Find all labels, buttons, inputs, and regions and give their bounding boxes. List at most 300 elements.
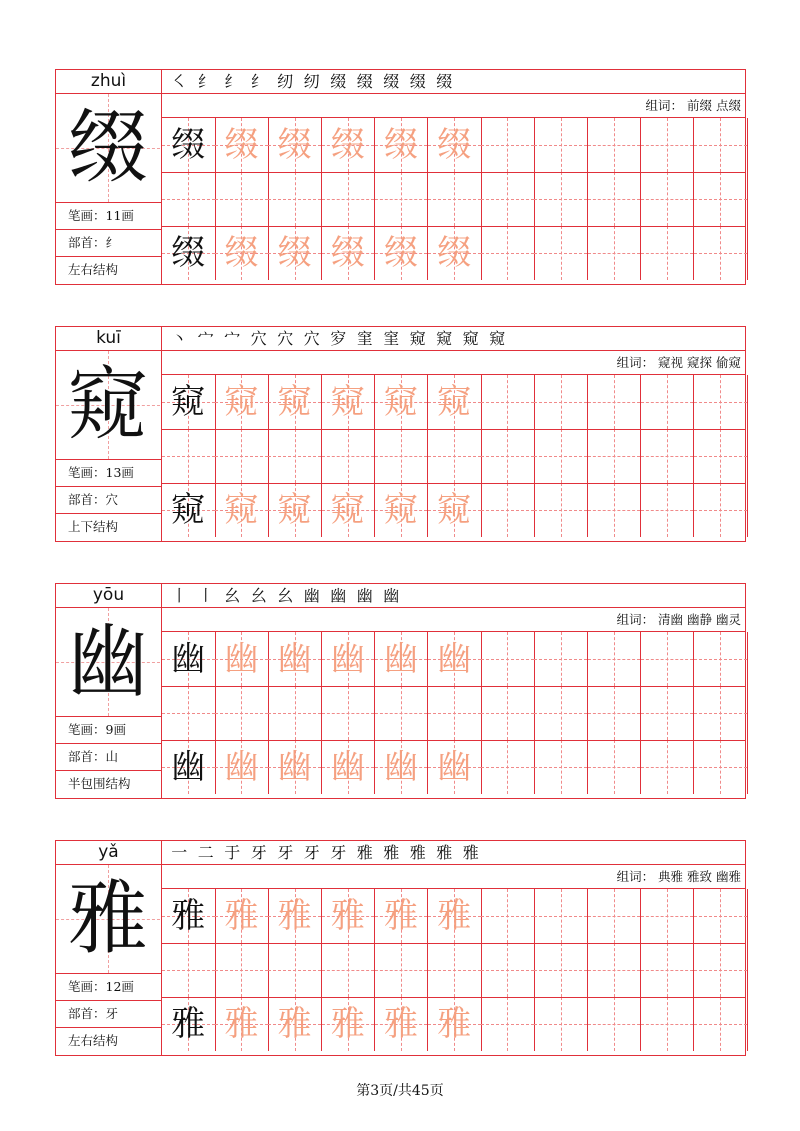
practice-cell[interactable] (268, 686, 322, 740)
stroke-step: 宀 (224, 329, 241, 348)
guide-line (401, 943, 402, 997)
guide-line (667, 632, 668, 686)
practice-cell[interactable] (322, 632, 376, 686)
stroke-count (56, 459, 161, 486)
stroke-step: 窐 (383, 329, 400, 348)
structure-label-text: 上下结构 (68, 519, 119, 534)
guide-line (454, 172, 455, 226)
stroke-order-row (162, 327, 745, 351)
practice-cell[interactable] (694, 632, 748, 686)
stroke-step: 幺 (250, 586, 267, 605)
stroke-step: 一 (171, 843, 188, 862)
practice-cell[interactable] (322, 686, 376, 740)
guide-line (667, 118, 668, 172)
practice-cell[interactable] (641, 943, 695, 997)
stroke-step: 二 (197, 843, 214, 862)
practice-cell[interactable] (534, 997, 588, 1051)
practice-cell[interactable] (588, 740, 642, 794)
stroke-step: 缀 (330, 72, 347, 91)
practice-cell[interactable] (428, 632, 482, 686)
practice-cell[interactable] (694, 889, 748, 943)
practice-cell[interactable] (322, 226, 376, 280)
practice-cell[interactable] (534, 943, 588, 997)
practice-cell[interactable] (534, 226, 588, 280)
practice-cell[interactable] (268, 375, 322, 429)
stroke-count (56, 716, 161, 743)
practice-cell[interactable] (322, 118, 376, 172)
structure-label-text: 左右结构 (68, 1033, 119, 1048)
model-character-box (56, 94, 160, 202)
practice-cell[interactable] (322, 375, 376, 429)
guide-line (720, 740, 721, 794)
guide-line (561, 740, 562, 794)
model-character: 幽 (68, 615, 148, 708)
stroke-step: 雅 (462, 843, 479, 862)
practice-cell[interactable] (375, 632, 429, 686)
practice-cell[interactable] (641, 118, 695, 172)
stroke-step: 窥 (462, 329, 479, 348)
practice-cell[interactable] (162, 375, 216, 429)
guide-line (241, 943, 242, 997)
practice-cell[interactable] (268, 943, 322, 997)
model-character-box (56, 865, 160, 973)
practice-cell[interactable] (588, 375, 642, 429)
trace-character: 缀 (277, 233, 312, 273)
practice-cell[interactable] (534, 375, 588, 429)
guide-line (241, 686, 242, 740)
practice-cell[interactable] (641, 997, 695, 1051)
practice-cell[interactable] (588, 632, 642, 686)
practice-cell[interactable] (268, 632, 322, 686)
trace-character: 雅 (330, 1004, 365, 1044)
row-divider (162, 740, 745, 741)
practice-cell[interactable] (375, 172, 429, 226)
practice-cell[interactable] (534, 632, 588, 686)
practice-row (162, 483, 745, 537)
radical-label (56, 486, 161, 513)
guide-line (720, 483, 721, 537)
character-info-column (56, 327, 162, 541)
practice-cell[interactable] (268, 226, 322, 280)
stroke-step: 幽 (330, 586, 347, 605)
trace-character: 窥 (277, 490, 312, 530)
practice-cell[interactable] (694, 429, 748, 483)
practice-cell[interactable] (428, 375, 482, 429)
trace-character: 幽 (224, 639, 259, 679)
stroke-step: 幺 (277, 586, 294, 605)
stroke-step: 纟 (224, 72, 241, 91)
trace-character: 窥 (277, 382, 312, 422)
model-character: 窥 (68, 358, 148, 451)
trace-character: 窥 (330, 490, 365, 530)
practice-cell[interactable] (375, 943, 429, 997)
guide-line (667, 889, 668, 943)
practice-cell[interactable] (215, 632, 269, 686)
trace-character: 幽 (384, 747, 419, 787)
guide-line (614, 686, 615, 740)
practice-cell[interactable] (481, 483, 535, 537)
guide-line (295, 172, 296, 226)
practice-cell[interactable] (641, 429, 695, 483)
practice-cell[interactable] (694, 375, 748, 429)
practice-cell[interactable] (268, 483, 322, 537)
practice-cell[interactable] (534, 740, 588, 794)
practice-cell[interactable] (694, 118, 748, 172)
practice-cell[interactable] (428, 118, 482, 172)
trace-character: 缀 (224, 125, 259, 165)
practice-cell[interactable] (322, 889, 376, 943)
practice-cell[interactable] (481, 686, 535, 740)
character-info-column (56, 584, 162, 798)
trace-character: 幽 (277, 639, 312, 679)
practice-cell[interactable] (215, 226, 269, 280)
stroke-step: 丶 (171, 329, 188, 348)
stroke-step: 宀 (197, 329, 214, 348)
practice-cell[interactable] (588, 686, 642, 740)
practice-cell[interactable] (375, 375, 429, 429)
practice-cell[interactable] (694, 226, 748, 280)
trace-character: 幽 (224, 747, 259, 787)
radical-label-text: 部首：山 (68, 749, 119, 764)
guide-line (614, 226, 615, 280)
guide-line (561, 375, 562, 429)
practice-cell[interactable] (375, 226, 429, 280)
practice-cell[interactable] (162, 226, 216, 280)
practice-cell[interactable] (588, 118, 642, 172)
word-examples: 组词： 典雅 雅致 幽雅 (162, 865, 745, 889)
practice-cell[interactable] (428, 740, 482, 794)
guide-line (614, 118, 615, 172)
practice-cell[interactable] (534, 429, 588, 483)
practice-cell[interactable] (268, 889, 322, 943)
practice-cell[interactable] (162, 740, 216, 794)
trace-character: 雅 (277, 896, 312, 936)
guide-line (720, 172, 721, 226)
practice-cell[interactable] (641, 375, 695, 429)
stroke-step: 幽 (356, 586, 373, 605)
practice-cell[interactable] (215, 997, 269, 1051)
practice-row (162, 997, 745, 1051)
guide-line (507, 118, 508, 172)
practice-row (162, 226, 745, 280)
stroke-count-text: 笔画：12画 (68, 979, 134, 994)
stroke-step: 于 (224, 843, 241, 862)
row-divider (162, 226, 745, 227)
practice-cell[interactable] (481, 226, 535, 280)
stroke-step: 纫 (303, 72, 320, 91)
practice-cell[interactable] (215, 686, 269, 740)
guide-line (667, 375, 668, 429)
guide-line (507, 429, 508, 483)
guide-line (507, 740, 508, 794)
row-divider (162, 483, 745, 484)
page-footer: 第3页/共45页 (356, 1083, 444, 1099)
guide-line (295, 686, 296, 740)
practice-cell[interactable] (375, 429, 429, 483)
radical-label-text: 部首：牙 (68, 1006, 119, 1021)
guide-line (561, 118, 562, 172)
word-examples: 组词： 清幽 幽静 幽灵 (162, 608, 745, 632)
trace-character: 缀 (384, 233, 419, 273)
stroke-step: 纟 (197, 72, 214, 91)
trace-character: 缀 (330, 233, 365, 273)
practice-cell[interactable] (162, 429, 216, 483)
guide-line (614, 483, 615, 537)
practice-cell[interactable] (215, 740, 269, 794)
practice-cell[interactable] (428, 172, 482, 226)
practice-cell[interactable] (534, 172, 588, 226)
practice-cell[interactable] (268, 997, 322, 1051)
practice-cell[interactable] (215, 483, 269, 537)
practice-cell[interactable] (694, 997, 748, 1051)
guide-line (561, 997, 562, 1051)
practice-cell[interactable] (694, 740, 748, 794)
stroke-step: 缀 (436, 72, 453, 91)
stroke-order-row (162, 841, 745, 865)
trace-character: 雅 (224, 896, 259, 936)
pinyin-label: yǎ (56, 841, 161, 865)
practice-cell[interactable] (375, 483, 429, 537)
practice-cell[interactable] (215, 375, 269, 429)
practice-cell[interactable] (162, 943, 216, 997)
practice-cell[interactable] (588, 889, 642, 943)
trace-character: 幽 (384, 639, 419, 679)
practice-cell[interactable] (215, 889, 269, 943)
practice-cell[interactable] (534, 483, 588, 537)
practice-cell[interactable] (481, 429, 535, 483)
practice-cell[interactable] (534, 889, 588, 943)
stroke-step: 牙 (303, 843, 320, 862)
guide-line (667, 943, 668, 997)
practice-cell[interactable] (375, 118, 429, 172)
structure-label (56, 513, 161, 540)
trace-character: 缀 (330, 125, 365, 165)
guide-line (507, 632, 508, 686)
character-card (55, 69, 746, 285)
guide-line (614, 943, 615, 997)
practice-cell[interactable] (162, 118, 216, 172)
practice-row (162, 889, 745, 943)
practice-cell[interactable] (162, 632, 216, 686)
practice-cell[interactable] (162, 686, 216, 740)
practice-cell[interactable] (481, 889, 535, 943)
practice-cell[interactable] (641, 483, 695, 537)
guide-line (667, 740, 668, 794)
practice-cell[interactable] (641, 740, 695, 794)
radical-label (56, 743, 161, 770)
guide-line (507, 483, 508, 537)
blank-practice-row (162, 686, 745, 740)
guide-line (561, 172, 562, 226)
practice-row (162, 740, 745, 794)
structure-label (56, 1027, 161, 1054)
practice-cell[interactable] (162, 483, 216, 537)
trace-character: 雅 (330, 896, 365, 936)
stroke-count (56, 973, 161, 1000)
practice-cell[interactable] (268, 172, 322, 226)
practice-cell[interactable] (481, 375, 535, 429)
guide-line (561, 226, 562, 280)
blank-practice-row (162, 429, 745, 483)
practice-cell[interactable] (322, 943, 376, 997)
guide-line (667, 686, 668, 740)
practice-cell[interactable] (322, 172, 376, 226)
stroke-step: 牙 (250, 843, 267, 862)
practice-cell[interactable] (428, 226, 482, 280)
guide-line (188, 429, 189, 483)
practice-cell[interactable] (375, 997, 429, 1051)
pinyin-label: kuī (56, 327, 161, 351)
structure-label (56, 770, 161, 797)
guide-line (667, 483, 668, 537)
practice-row (162, 118, 745, 172)
practice-cell[interactable] (641, 686, 695, 740)
guide-line (188, 686, 189, 740)
trace-character: 缀 (384, 125, 419, 165)
practice-cell[interactable] (641, 226, 695, 280)
trace-character: 雅 (277, 1004, 312, 1044)
guide-line (454, 943, 455, 997)
practice-cell[interactable] (588, 483, 642, 537)
practice-cell[interactable] (481, 172, 535, 226)
practice-cell[interactable] (694, 943, 748, 997)
guide-line (348, 172, 349, 226)
practice-cell[interactable] (428, 483, 482, 537)
practice-cell[interactable] (268, 429, 322, 483)
practice-cell[interactable] (588, 226, 642, 280)
stroke-step: 幽 (303, 586, 320, 605)
practice-cell[interactable] (322, 740, 376, 794)
trace-character: 缀 (277, 125, 312, 165)
practice-cell[interactable] (694, 172, 748, 226)
practice-cell[interactable] (375, 740, 429, 794)
structure-label-text: 左右结构 (68, 262, 119, 277)
practice-cell[interactable] (322, 429, 376, 483)
practice-cell[interactable] (588, 429, 642, 483)
practice-cell[interactable] (481, 740, 535, 794)
model-character-box (56, 351, 160, 459)
guide-line (720, 889, 721, 943)
practice-cell[interactable] (588, 943, 642, 997)
character-card (55, 326, 746, 542)
guide-line (348, 429, 349, 483)
practice-cell[interactable] (428, 997, 482, 1051)
practice-cell[interactable] (588, 997, 642, 1051)
practice-cell[interactable] (481, 943, 535, 997)
trace-character: 幽 (277, 747, 312, 787)
practice-cell[interactable] (268, 740, 322, 794)
practice-cell[interactable] (534, 686, 588, 740)
practice-cell[interactable] (588, 172, 642, 226)
practice-cell[interactable] (481, 997, 535, 1051)
stroke-step: 雅 (409, 843, 426, 862)
row-divider (162, 172, 745, 173)
practice-cell[interactable] (215, 429, 269, 483)
practice-cell[interactable] (375, 889, 429, 943)
practice-cell[interactable] (534, 118, 588, 172)
sample-character: 缀 (171, 125, 206, 165)
practice-cell[interactable] (428, 429, 482, 483)
pinyin-label: zhuì (56, 70, 161, 94)
guide-line (614, 889, 615, 943)
practice-cell[interactable] (428, 686, 482, 740)
trace-character: 窥 (437, 382, 472, 422)
stroke-step: 缀 (356, 72, 373, 91)
trace-character: 雅 (384, 1004, 419, 1044)
trace-character: 缀 (224, 233, 259, 273)
guide-line (561, 632, 562, 686)
practice-cell[interactable] (322, 997, 376, 1051)
practice-cell[interactable] (641, 632, 695, 686)
practice-cell[interactable] (481, 632, 535, 686)
practice-cell[interactable] (375, 686, 429, 740)
practice-cell[interactable] (428, 889, 482, 943)
guide-line (720, 686, 721, 740)
guide-line (401, 686, 402, 740)
guide-line (720, 118, 721, 172)
sample-character: 窥 (171, 382, 206, 422)
trace-character: 雅 (437, 1004, 472, 1044)
guide-line (614, 997, 615, 1051)
trace-character: 雅 (384, 896, 419, 936)
guide-line (667, 429, 668, 483)
trace-character: 雅 (224, 1004, 259, 1044)
practice-cell[interactable] (162, 889, 216, 943)
stroke-step: 牙 (277, 843, 294, 862)
guide-line (614, 740, 615, 794)
stroke-step: ㇑ (197, 586, 214, 605)
trace-character: 雅 (437, 896, 472, 936)
guide-line (507, 226, 508, 280)
practice-cell[interactable] (322, 483, 376, 537)
trace-character: 窥 (224, 382, 259, 422)
practice-cell[interactable] (428, 943, 482, 997)
practice-cell[interactable] (641, 889, 695, 943)
practice-cell[interactable] (162, 172, 216, 226)
stroke-step: 穴 (250, 329, 267, 348)
stroke-count (56, 202, 161, 229)
practice-cell[interactable] (694, 483, 748, 537)
guide-line (561, 686, 562, 740)
stroke-step: 幽 (383, 586, 400, 605)
practice-cell[interactable] (215, 118, 269, 172)
model-character: 缀 (68, 101, 148, 194)
practice-cell[interactable] (268, 118, 322, 172)
trace-character: 窥 (437, 490, 472, 530)
blank-practice-row (162, 172, 745, 226)
radical-label (56, 1000, 161, 1027)
word-examples: 组词： 窥视 窥探 偷窥 (162, 351, 745, 375)
practice-cell[interactable] (694, 686, 748, 740)
trace-character: 缀 (437, 233, 472, 273)
practice-cell[interactable] (215, 172, 269, 226)
practice-row (162, 375, 745, 429)
practice-cell[interactable] (641, 172, 695, 226)
guide-line (667, 172, 668, 226)
stroke-order-row (162, 70, 745, 94)
practice-cell[interactable] (162, 997, 216, 1051)
guide-line (348, 943, 349, 997)
model-character-box (56, 608, 160, 716)
practice-cell[interactable] (215, 943, 269, 997)
trace-character: 缀 (437, 125, 472, 165)
row-divider (162, 943, 745, 944)
guide-line (561, 483, 562, 537)
guide-line (241, 172, 242, 226)
practice-cell[interactable] (481, 118, 535, 172)
stroke-step: 雅 (356, 843, 373, 862)
stroke-step: 雅 (383, 843, 400, 862)
